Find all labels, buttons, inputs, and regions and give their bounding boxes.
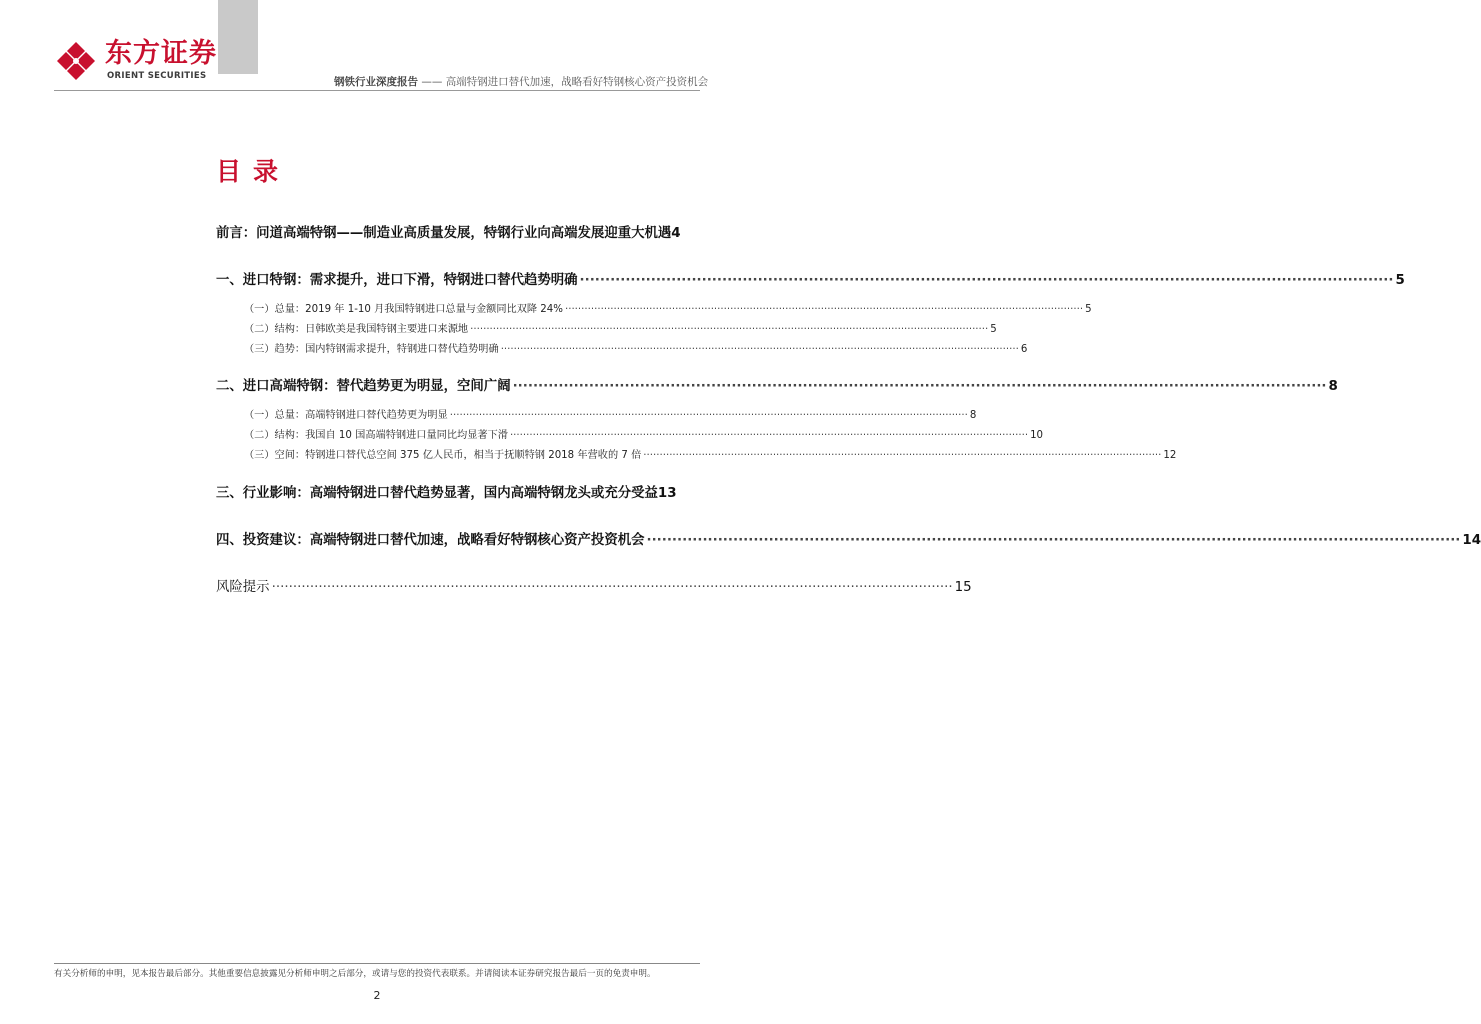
- toc-entry-text: （三）空间：特钢进口替代总空间 375 亿人民币，相当于抚顺特钢 2018 年营收的 7 倍: [244, 450, 642, 461]
- toc-entry-section-4[interactable]: [216, 529, 1481, 548]
- toc-entry-page: 10: [1030, 430, 1044, 441]
- page-number: 2: [373, 989, 381, 1002]
- toc-entry-page: 8: [969, 410, 977, 421]
- header-separator: ——: [421, 76, 443, 88]
- toc-leader-dots: [580, 273, 1394, 288]
- toc-entry-section-1-3[interactable]: [244, 340, 1028, 355]
- toc-entry-section-2-2[interactable]: [244, 426, 1044, 441]
- footer-divider: [54, 963, 700, 964]
- toc-entry-page: 4: [671, 226, 681, 241]
- toc-entry-text: （二）结构：日韩欧美是我国特钢主要进口来源地: [244, 324, 469, 335]
- toc-entry-preface[interactable]: [216, 222, 694, 241]
- toc-leader-dots: [643, 450, 1161, 461]
- toc-entry-text: （二）结构：我国自 10 国高端特钢进口量同比均显著下滑: [244, 430, 508, 441]
- toc-entry-page: 5: [1395, 273, 1405, 288]
- toc-entry-section-1[interactable]: [216, 269, 1405, 288]
- footer-disclaimer: 有关分析师的申明，见本报告最后部分。其他重要信息披露见分析师申明之后部分，或请与您的投资代表联系。并请阅读本证券研究报告最后一页的免责申明。: [54, 969, 656, 979]
- company-logo: [55, 38, 215, 84]
- toc-leader-dots: [272, 580, 953, 595]
- toc-leader-dots: [647, 533, 1461, 548]
- toc-entry-page: 15: [954, 580, 972, 595]
- report-title: 高端特钢进口替代加速，战略看好特钢核心资产投资机会: [445, 76, 709, 88]
- toc-entry-text: （一）总量：高端特钢进口替代趋势更为明显: [244, 410, 448, 421]
- toc-entry-page: 13: [657, 486, 677, 501]
- toc-entry-text: 二、进口高端特钢：替代趋势更为明显，空间广阔: [216, 379, 511, 394]
- toc-entry-page: 8: [1328, 379, 1338, 394]
- toc-leader-dots: [501, 344, 1019, 355]
- logo-mark-icon: [55, 40, 97, 82]
- toc-entry-page: 12: [1163, 450, 1177, 461]
- toc-entry-section-2[interactable]: [216, 375, 1338, 394]
- toc-entry-section-1-2[interactable]: [244, 320, 997, 335]
- report-type: 钢铁行业深度报告: [334, 76, 418, 88]
- toc-entry-text: 三、行业影响：高端特钢进口替代趋势显著，国内高端特钢龙头或充分受益: [216, 486, 658, 501]
- header-divider: [54, 90, 700, 91]
- toc-entry-section-2-1[interactable]: [244, 406, 977, 421]
- toc-heading: 目录: [216, 157, 291, 186]
- toc-leader-dots: [513, 379, 1327, 394]
- toc-entry-section-2-3[interactable]: [244, 446, 1177, 461]
- logo-english-name: ORIENT SECURITIES: [107, 71, 207, 81]
- toc-entry-text: （一）总量：2019 年 1-10 月我国特钢进口总量与金额同比双降 24%: [244, 304, 563, 315]
- toc-leader-dots: [450, 410, 968, 421]
- toc-entry-section-1-1[interactable]: [244, 300, 1092, 315]
- header-decoration-block: [218, 0, 258, 74]
- toc-entry-page: 14: [1462, 533, 1481, 548]
- toc-entry-text: （三）趋势：国内特钢需求提升，特钢进口替代趋势明确: [244, 344, 499, 355]
- toc-entry-page: 5: [990, 324, 997, 335]
- toc-entry-text: 风险提示: [216, 580, 270, 595]
- logo-chinese-name: 东方证券: [105, 38, 217, 69]
- toc-entry-text: 前言：问道高端特钢——制造业高质量发展，特钢行业向高端发展迎重大机遇: [216, 226, 672, 241]
- toc-entry-page: 6: [1020, 344, 1028, 355]
- toc-entry-page: 5: [1085, 304, 1092, 315]
- toc-entry-risk[interactable]: [216, 576, 972, 595]
- toc-leader-dots: [470, 324, 988, 335]
- toc-entry-text: 一、进口特钢：需求提升，进口下滑，特钢进口替代趋势明确: [216, 273, 578, 288]
- running-header: [334, 74, 709, 89]
- toc-leader-dots: [510, 430, 1028, 441]
- toc-leader-dots: [565, 304, 1083, 315]
- toc-entry-section-3[interactable]: [216, 482, 694, 501]
- toc-entry-text: 四、投资建议：高端特钢进口替代加速，战略看好特钢核心资产投资机会: [216, 533, 645, 548]
